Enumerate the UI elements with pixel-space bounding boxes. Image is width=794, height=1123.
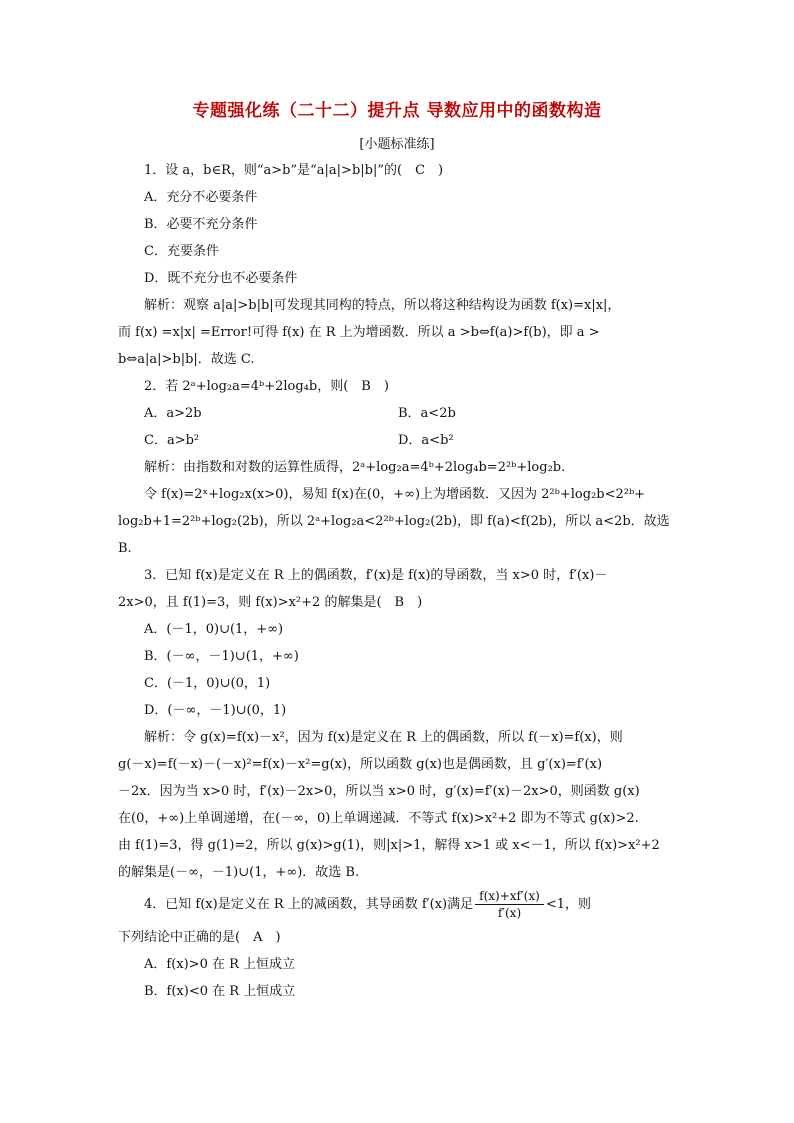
q2-solution-line: 令 f(x)=2ˣ+log₂x(x>0)，易知 f(x)在(0，+∞)上为增函数．又因为 2²ᵇ+log₂b<2²ᵇ+ bbox=[144, 487, 646, 502]
q3-option-c: C．(－1，0)∪(0，1) bbox=[144, 676, 271, 691]
q2-solution-line: B. bbox=[118, 541, 132, 556]
q1-option-d: D．既不充分也不必要条件 bbox=[144, 271, 298, 286]
q2-option-a: A．a>2b bbox=[144, 406, 202, 421]
q2-option-c: C．a>b² bbox=[144, 433, 200, 448]
q4-stem bbox=[118, 886, 678, 924]
q1-solution-line: 解析：观察 a|a|>b|b|可发现其同构的特点，所以将这种结构设为函数 f(x)=x|x|， bbox=[144, 298, 621, 313]
q4-fraction-numerator: f(x)+xf′(x) bbox=[475, 888, 544, 905]
q2-solution-line: log₂b+1=2²ᵇ+log₂(2b)，所以 2ᵃ+log₂a<2²ᵇ+log₂(2b)，即 f(a)<f(2b)，所以 a<2b．故选 bbox=[118, 514, 670, 529]
q1-solution-line: 而 f(x) =x|x| =Error!可得 f(x) 在 R 上为增函数．所以 a >b⇔f(a)>f(b)，即 a > bbox=[118, 325, 600, 340]
q3-solution-line: －2x．因为当 x>0 时，f′(x)－2x>0，所以当 x>0 时，g′(x)=f′(x)－2x>0，则函数 g(x) bbox=[118, 784, 640, 799]
q1-stem: 1．设 a，b∈R，则“a>b”是“a|a|>b|b|”的( C ) bbox=[144, 163, 444, 178]
q3-option-b: B．(－∞，－1)∪(1，+∞) bbox=[144, 649, 299, 664]
q2-options-row bbox=[118, 427, 678, 454]
q4-stem-text-end: <1，则 bbox=[545, 897, 591, 912]
q3-option-a: A．(－1，0)∪(1，+∞) bbox=[144, 622, 284, 637]
q3-option-d: D．(－∞，－1)∪(0，1) bbox=[144, 703, 287, 718]
q3-solution-line: g(－x)=f(－x)－(－x)²=f(x)－x²=g(x)，所以函数 g(x)也是偶函数，且 g′(x)=f′(x) bbox=[118, 757, 603, 772]
document-body bbox=[118, 157, 678, 1005]
q4-stem-text: 4．已知 f(x)是定义在 R 上的减函数，其导函数 f′(x)满足 bbox=[144, 897, 474, 912]
q2-option-d: D．a<b² bbox=[398, 433, 454, 448]
q4-fraction bbox=[475, 888, 544, 921]
section-subtitle: [小题标准练] bbox=[359, 137, 435, 152]
q1-option-a: A．充分不必要条件 bbox=[144, 190, 258, 205]
q3-solution-line: 由 f(1)=3，得 g(1)=2，所以 g(x)>g(1)，则|x|>1，解得 x>1 或 x<－1，所以 f(x)>x²+2 bbox=[118, 838, 660, 853]
q1-solution-line: b⇔a|a|>b|b|．故选 C. bbox=[118, 352, 255, 367]
page-title: 专题强化练（二十二）提升点 导数应用中的函数构造 bbox=[192, 101, 602, 121]
q3-solution-line: 在(0，+∞)上单调递增，在(－∞，0)上单调递减．不等式 f(x)>x²+2 即为不等式 g(x)>2. bbox=[118, 811, 639, 826]
q4-option-b: B．f(x)<0 在 R 上恒成立 bbox=[144, 984, 296, 999]
q3-stem: 3．已知 f(x)是定义在 R 上的偶函数，f′(x)是 f(x)的导函数，当 x>0 时，f′(x)－ bbox=[144, 568, 608, 583]
q2-option-b: B．a<2b bbox=[398, 406, 456, 421]
q1-option-c: C．充要条件 bbox=[144, 244, 219, 259]
q3-solution-line: 的解集是(－∞，－1)∪(1，+∞)．故选 B. bbox=[118, 865, 360, 880]
q1-option-b: B．必要不充分条件 bbox=[144, 217, 258, 232]
q2-solution-line: 解析：由指数和对数的运算性质得，2ᵃ+log₂a=4ᵇ+2log₄b=2²ᵇ+log₂b. bbox=[144, 460, 566, 475]
q2-options-row bbox=[118, 400, 678, 427]
q4-fraction-denominator: f′(x) bbox=[497, 906, 522, 920]
q4-stem: 下列结论中正确的是( A ) bbox=[118, 930, 281, 945]
q3-stem: 2x>0，且 f(1)=3，则 f(x)>x²+2 的解集是( B ) bbox=[118, 595, 423, 610]
q4-option-a: A．f(x)>0 在 R 上恒成立 bbox=[144, 957, 296, 972]
q3-solution-line: 解析：令 g(x)=f(x)－x²，因为 f(x)是定义在 R 上的偶函数，所以 f(－x)=f(x)，则 bbox=[144, 730, 623, 745]
q2-stem: 2．若 2ᵃ+log₂a=4ᵇ+2log₄b，则( B ) bbox=[144, 379, 389, 394]
